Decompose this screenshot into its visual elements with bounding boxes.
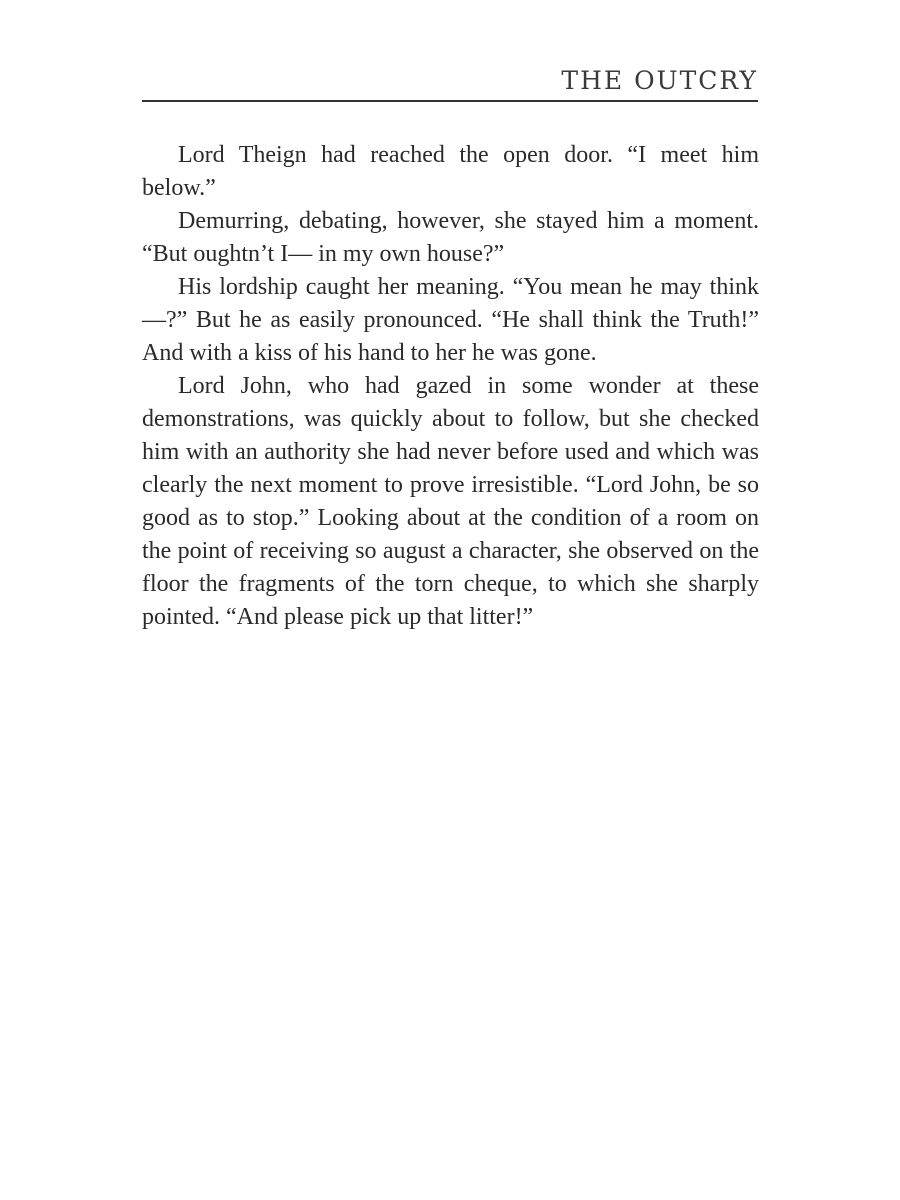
paragraph-1: Lord Theign had reached the open door. “I meet him below.”: [142, 142, 759, 201]
running-title: THE OUTCRY: [561, 66, 758, 95]
body-text: [142, 139, 759, 634]
paragraph-4: Lord John, who had gazed in some wonder at these demonstrations, was quickly about to follow, but she checked him with an authority she had never before used and which was clearly the next moment to prove irresistible. “Lord John, be so good as to stop.” Looking about at the condition of a room on the point of receiving so august a character, she observed on the floor the fragments of the torn cheque, to which she sharply pointed. “And please pick up that litter!”: [142, 373, 759, 630]
paragraph-3: His lordship caught her meaning. “You mean he may think —?” But he as easily pronounced. “He shall think the Truth!” And with a kiss of his hand to her he was gone.: [142, 274, 759, 366]
running-head: [142, 62, 758, 102]
paragraph-2: Demurring, debating, however, she stayed him a moment. “But oughtn’t I— in my own house?”: [142, 208, 759, 267]
